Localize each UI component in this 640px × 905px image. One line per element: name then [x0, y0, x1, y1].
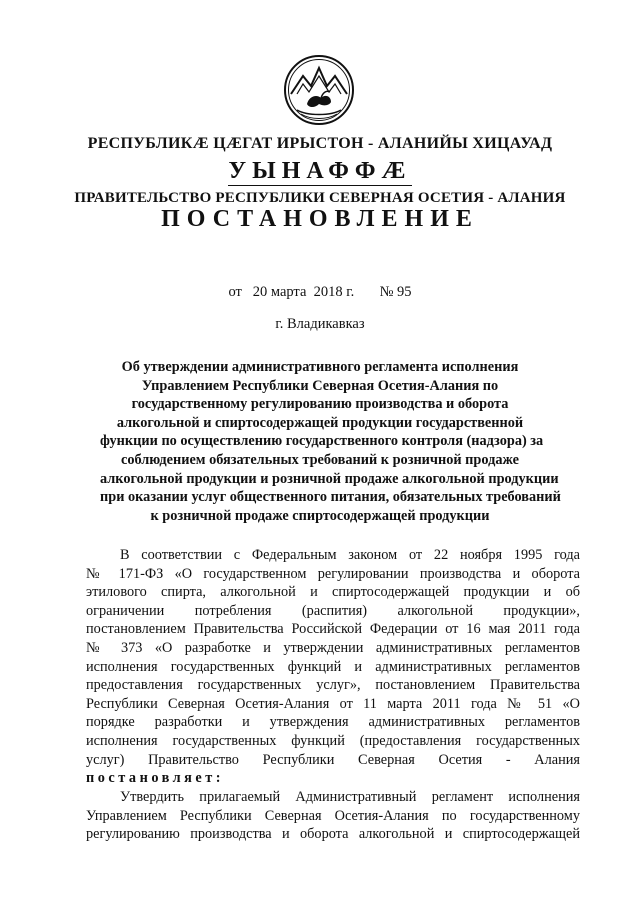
body-line: исполнения государственных функций (предоставления государственных	[86, 732, 580, 749]
body-line: В соответствии с Федеральным законом от 22 ноября 1995 года	[120, 547, 580, 563]
body-line: порядке разработки и утверждения административных регламентов	[86, 714, 580, 731]
resolves-word: постановляет:	[86, 770, 225, 787]
title-line: алкогольной и спиртосодержащей продукции государственной	[116, 414, 524, 431]
body-line: Утвердить прилагаемый Административный регламент исполнения	[120, 789, 580, 805]
document-title	[100, 358, 561, 525]
title-line: алкогольной продукции и розничной продаже алкогольной продукции	[100, 470, 559, 487]
ossetian-republic-heading: РЕСПУБЛИКÆ ЦÆГАТ ИРЫСТОН - АЛАНИЙЫ ХИЦАУАД	[87, 135, 553, 152]
title-line: при оказании услуг общественного питания, обязательных требований	[100, 489, 561, 506]
title-line: соблюдением обязательных требований к розничной продаже	[120, 451, 520, 468]
body-line: № 171-ФЗ «О государственном регулировании производства и оборота	[86, 565, 580, 582]
body-line: этилового спирта, алкогольной и спиртосодержащей продукции и об	[86, 584, 580, 601]
date-number-line: от 20 марта 2018 г. № 95	[228, 284, 412, 300]
title-line: к розничной продаже спиртосодержащей продукции	[150, 507, 490, 524]
russian-government-heading: ПРАВИТЕЛЬСТВО РЕСПУБЛИКИ СЕВЕРНАЯ ОСЕТИЯ - АЛАНИЯ	[74, 190, 566, 206]
coat-of-arms-emblem-icon	[283, 54, 355, 126]
body-line: Республики Северная Осетия-Алания от 11 марта 2011 года № 51 «О	[86, 695, 580, 712]
body-line: № 373 «О разработке и утверждении административных регламентов	[86, 639, 580, 656]
body-line: Управлением Республики Северная Осетия-Алания по государственному	[86, 807, 580, 824]
body-line: регулированию производства и оборота алкогольной и спиртосодержащей	[86, 826, 580, 843]
operative-paragraph	[86, 788, 580, 844]
body-line: исполнения государственных функций и административных регламентов	[86, 658, 580, 675]
body-line: постановлением Правительства Российской Федерации от 16 мая 2011 года	[86, 621, 580, 638]
body-line: предоставления государственных услуг», постановлением Правительства	[86, 677, 580, 694]
title-line: государственному регулированию производства и оборота	[131, 396, 509, 413]
preamble-paragraph	[86, 546, 580, 788]
document-type-heading: ПОСТАНОВЛЕНИЕ	[161, 206, 479, 232]
body-line: ограничении потребления (распития) алкогольной продукции»,	[86, 602, 580, 619]
title-line: Об утверждении административного регламента исполнения	[121, 359, 519, 375]
title-line: функции по осуществлению государственного контроля (надзора) за	[100, 433, 544, 450]
header-divider	[228, 185, 412, 186]
title-line: Управлением Республики Северная Осетия-Алания по	[141, 377, 499, 394]
city-line: г. Владикавказ	[275, 316, 365, 332]
ossetian-resolution-heading: УЫНАФФÆ	[228, 158, 412, 184]
body-line: услуг) Правительство Республики Северная Осетия - Алания	[86, 751, 580, 768]
